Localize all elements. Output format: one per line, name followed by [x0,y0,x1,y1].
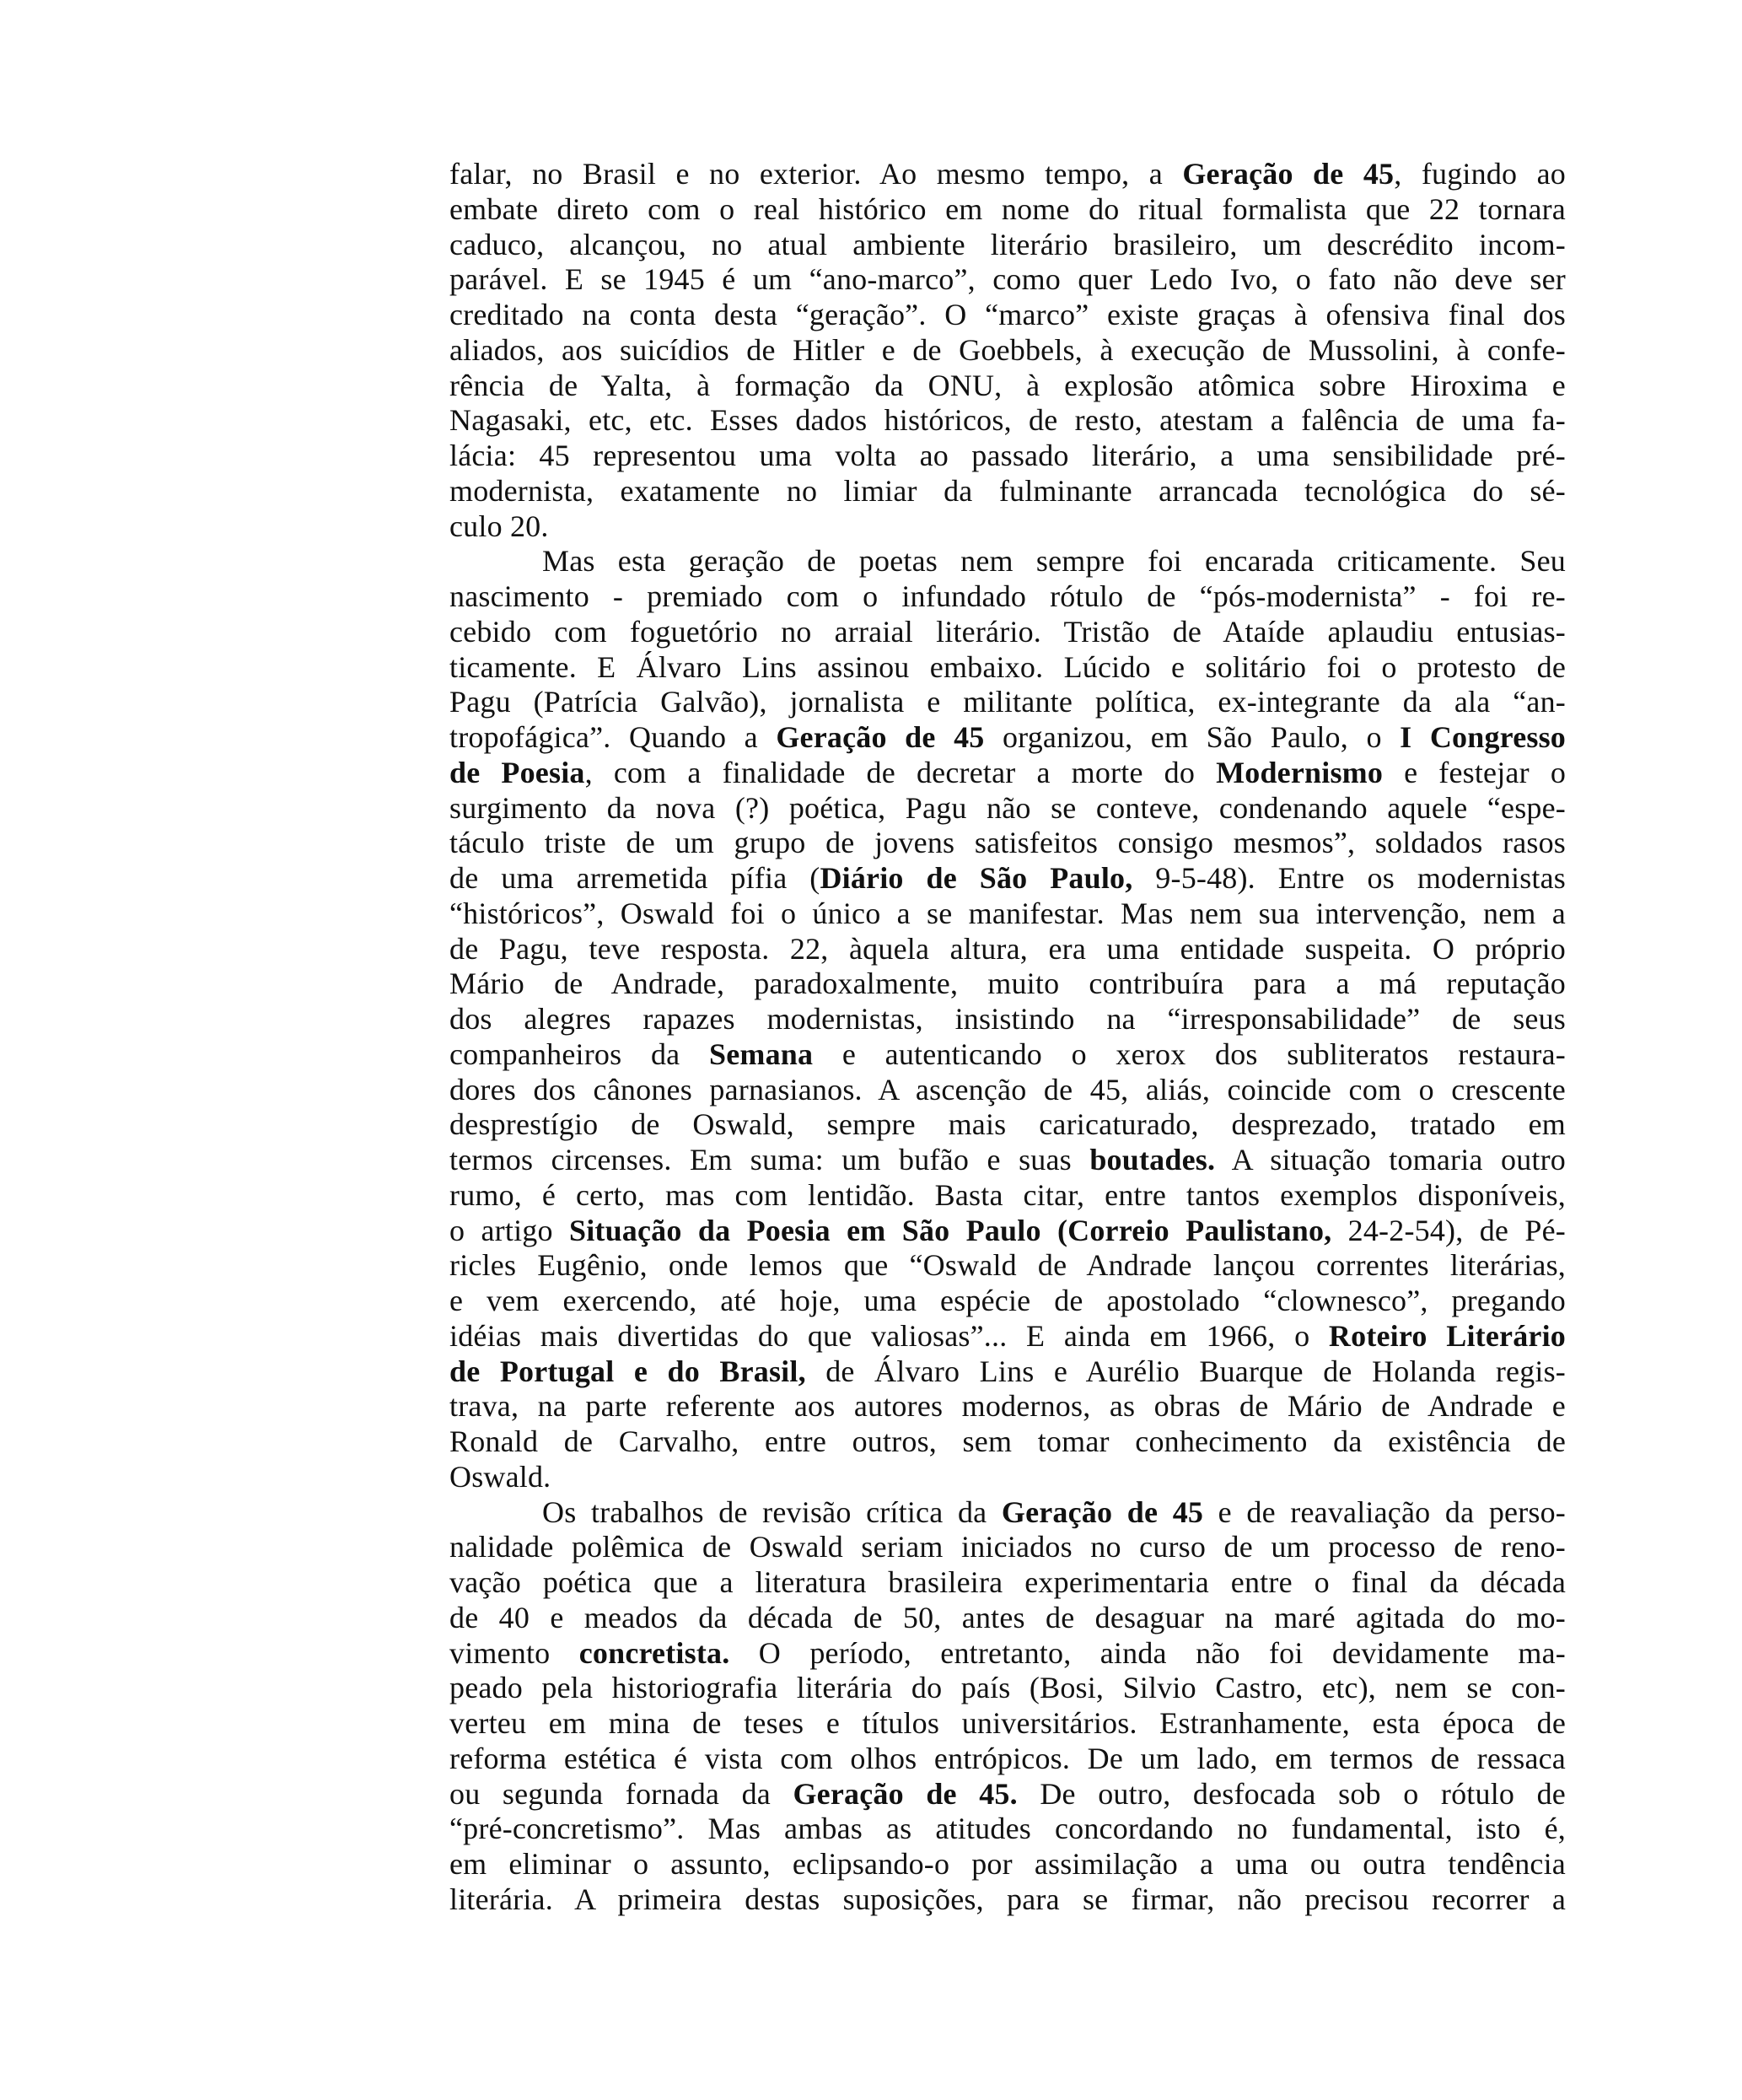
text-line [449,826,1566,861]
text-segment: Pagu (Patrícia Galvão), jornalista e militante política, ex-integrante da ala “an- [449,685,1566,719]
text-line [449,967,1566,1002]
text-line [449,932,1566,967]
text-line [449,1424,1566,1460]
text-segment: em eliminar o assunto, eclipsando-o por assimilação a uma ou outra tendência [449,1847,1566,1881]
text-segment: ticamente. E Álvaro Lins assinou embaixo. Lúcido e solitário foi o protesto de [449,649,1566,684]
text-segment: rência de Yalta, à formação da ONU, à explosão atômica sobre Hiroxima e [449,368,1566,402]
text-line [449,1284,1566,1319]
text-line [449,403,1566,439]
text-segment: rumo, é certo, mas com lentidão. Basta citar, entre tantos exemplos disponíveis, [449,1177,1566,1212]
text-line [449,1530,1566,1565]
text-segment: aliados, aos suicídios de Hitler e de Goebbels, à execução de Mussolini, à confe- [449,332,1566,367]
text-line [449,369,1566,404]
bold-text: Geração de 45 [776,720,985,754]
text-segment: companheiros da [449,1037,709,1071]
text-line [449,579,1566,615]
text-segment: dores dos cânones parnasianos. A ascenção de 45, aliás, coincide com o crescente [449,1072,1566,1107]
text-line [449,1073,1566,1108]
text-line [449,509,1566,545]
text-segment: peado pela historiografia literária do país (Bosi, Silvio Castro, etc), nem se con- [449,1671,1566,1705]
bold-text: de Portugal e do Brasil, [449,1354,806,1388]
text-line [449,1495,1566,1531]
text-line [449,791,1566,827]
text-segment: Os trabalhos de revisão crítica da [542,1494,1002,1529]
text-segment: literária. A primeira destas suposições, para se firmar, não precisou recorrer a [449,1882,1566,1916]
text-line [449,1107,1566,1143]
text-segment: nascimento - premiado com o infundado rótulo de “pós-modernista” - foi re- [449,579,1566,613]
text-line [449,544,1566,579]
text-segment: cebido com foguetório no arraial literário. Tristão de Ataíde aplaudiu entusias- [449,614,1566,649]
text-segment: o artigo [449,1213,569,1247]
text-line [449,298,1566,333]
text-segment: O período, entretanto, ainda não foi devidamente ma- [729,1635,1566,1670]
text-line [449,720,1566,756]
text-segment: ricles Eugênio, onde lemos que “Oswald de Andrade lançou correntes literárias, [449,1248,1566,1283]
text-segment: surgimento da nova (?) poética, Pagu não se conteve, condenando aquele “espe- [449,790,1566,825]
text-segment: verteu em mina de teses e títulos universitários. Estranhamente, esta época de [449,1706,1566,1740]
text-segment: embate direto com o real histórico em nome do ritual formalista que 22 tornara [449,191,1566,226]
text-line [449,615,1566,650]
text-line [449,1742,1566,1777]
text-line [449,897,1566,932]
text-segment: e vem exercendo, até hoje, uma espécie de apostolado “clownesco”, pregando [449,1284,1566,1317]
text-segment: vimento [449,1635,579,1670]
text-segment: De outro, desfocada sob o rótulo de [1017,1776,1566,1811]
text-segment: Ronald de Carvalho, entre outros, sem tomar conhecimento da existência de [449,1424,1566,1458]
text-segment: “pré-concretismo”. Mas ambas as atitudes concordando no fundamental, isto é, [449,1812,1566,1846]
text-segment: parável. E se 1945 é um “ano-marco”, como quer Ledo Ivo, o fato não deve ser [449,262,1566,297]
text-segment: nalidade polêmica de Oswald seriam iniciados no curso de um processo de reno- [449,1530,1566,1564]
text-line [449,1178,1566,1214]
text-segment: , fugindo ao [1394,157,1566,191]
text-segment: ou segunda fornada da [449,1776,793,1811]
text-line [449,439,1566,474]
bold-text: Geração de 45 [1182,157,1395,191]
text-line [449,262,1566,298]
bold-text: Modernismo [1216,755,1384,789]
text-segment: idéias mais divertidas do que valiosas”... E ainda em 1966, o [449,1318,1329,1353]
text-segment: lácia: 45 representou uma volta ao passado literário, a uma sensibilidade pré- [449,439,1566,472]
text-line [449,1671,1566,1706]
text-segment: Oswald. [449,1459,551,1494]
text-line [449,1601,1566,1636]
text-segment: organizou, em São Paulo, o [984,720,1401,754]
bold-text: Geração de 45 [1001,1494,1204,1529]
bold-text: Roteiro Literário [1328,1318,1566,1353]
text-line [449,1214,1566,1249]
text-segment: A situação tomaria outro [1215,1143,1567,1177]
text-segment: de Álvaro Lins e Aurélio Buarque de Holanda regis- [805,1354,1566,1388]
text-line [449,1037,1566,1073]
text-line [449,1812,1566,1847]
text-line [449,1354,1566,1390]
text-line [449,1002,1566,1037]
text-segment: dos alegres rapazes modernistas, insistindo na “irresponsabilidade” de seus [449,1002,1566,1036]
text-line [449,1706,1566,1742]
text-segment: de Pagu, teve resposta. 22, àquela altura, era uma entidade suspeita. O próprio [449,931,1566,966]
text-line [449,685,1566,720]
text-line [449,650,1566,686]
text-line [449,192,1566,228]
text-segment: Mas esta geração de poetas nem sempre foi encarada criticamente. Seu [542,544,1566,579]
bold-text: de Poesia [449,755,585,789]
text-line [449,333,1566,369]
bold-text: boutades. [1089,1143,1216,1177]
text-line [449,228,1566,263]
text-line [449,1248,1566,1284]
bold-text: I Congresso [1400,720,1566,754]
text-segment: culo 20. [449,509,549,543]
text-line [449,1636,1566,1672]
text-line [449,1319,1566,1354]
text-segment: e autenticando o xerox dos subliteratos restaura- [813,1037,1566,1071]
text-segment: 24-2-54), de Pé- [1331,1213,1566,1247]
text-segment: Nagasaki, etc, etc. Esses dados históricos, de resto, atestam a falência de uma fa- [449,403,1566,438]
text-segment: de 40 e meados da década de 50, antes de desaguar na maré agitada do mo- [449,1600,1566,1634]
text-segment: de uma arremetida pífia ( [449,861,820,895]
text-line [449,474,1566,509]
bold-text: Diário de São Paulo, [820,861,1133,895]
document-page [449,157,1566,1918]
text-line [449,157,1566,192]
text-line [449,1460,1566,1495]
text-segment: reforma estética é vista com olhos entrópicos. De um lado, em termos de ressaca [449,1741,1566,1775]
text-segment: trava, na parte referente aos autores modernos, as obras de Mário de Andrade e [449,1389,1566,1424]
text-segment: Mário de Andrade, paradoxalmente, muito contribuíra para a má reputação [449,967,1566,1001]
text-line [449,1143,1566,1178]
text-segment: vação poética que a literatura brasileira experimentaria entre o final da década [449,1565,1566,1599]
text-line [449,1882,1566,1918]
bold-text: Situação da Poesia em São Paulo (Correio Paulistano, [568,1213,1332,1247]
text-segment: falar, no Brasil e no exterior. Ao mesmo tempo, a [449,157,1183,191]
text-segment: modernista, exatamente no limiar da fulminante arrancada tecnológica do sé- [449,473,1566,508]
text-segment: 9-5-48). Entre os modernistas [1132,861,1566,895]
text-segment: tropofágica”. Quando a [449,720,777,754]
text-segment: e festejar o [1383,755,1567,789]
text-line [449,1847,1566,1882]
text-segment: , com a finalidade de decretar a morte do [584,755,1217,789]
text-segment: caduco, alcançou, no atual ambiente literário brasileiro, um descrédito incom- [449,227,1566,261]
text-segment: e de reavaliação da perso- [1203,1494,1566,1529]
text-line [449,1565,1566,1601]
text-line [449,756,1566,791]
text-segment: termos circenses. Em suma: um bufão e suas [449,1143,1090,1177]
text-segment: creditado na conta desta “geração”. O “marco” existe graças à ofensiva final dos [449,298,1566,331]
bold-text: Geração de 45. [793,1776,1018,1811]
bold-text: concretista. [578,1635,730,1670]
text-line [449,861,1566,897]
text-line [449,1389,1566,1424]
text-segment: “históricos”, Oswald foi o único a se manifestar. Mas nem sua intervenção, nem a [449,896,1566,930]
text-segment: desprestígio de Oswald, sempre mais caricaturado, desprezado, tratado em [449,1107,1566,1142]
text-line [449,1777,1566,1812]
bold-text: Semana [708,1037,814,1071]
text-segment: táculo triste de um grupo de jovens satisfeitos consigo mesmos”, soldados rasos [449,826,1566,860]
